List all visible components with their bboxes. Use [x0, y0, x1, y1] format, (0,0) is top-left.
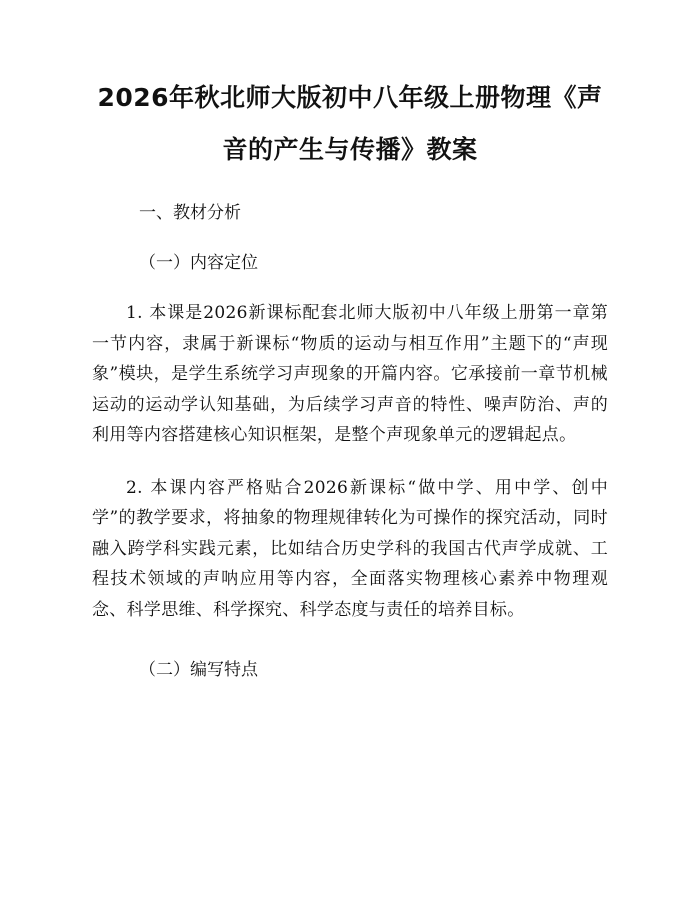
paragraph-2: 2. 本课内容严格贴合2026新课标“做中学、用中学、创中学”的教学要求，将抽象的物理规律转化为可操作的探究活动，同时融入跨学科实践元素，比如结合历史学科的我国古代声学成就、工程技术领域的声呐应用等内容，全面落实物理核心素养中物理观念、科学思维、科学探究、科学态度与责任的培养目标。 — [92, 477, 608, 620]
document-title — [92, 72, 608, 176]
subsection-heading-content-positioning: （一）内容定位 — [139, 253, 258, 273]
section-heading-textbook-analysis: 一、教材分析 — [139, 203, 241, 223]
subsection-heading-writing-features: （二）编写特点 — [139, 660, 258, 680]
title-line-1: 2026年秋北师大版初中八年级上册物理《声 — [97, 83, 603, 112]
title-line-2: 音的产生与传播》教案 — [222, 135, 478, 164]
paragraph-1: 1. 本课是2026新课标配套北师大版初中八年级上册第一章第一节内容，隶属于新课标“物质的运动与相互作用”主题下的“声现象”模块，是学生系统学习声现象的开篇内容。它承接前一章节机械运动的运动学认知基础，为后续学习声音的特性、噪声防治、声的利用等内容搭建核心知识框架，是整个声现象单元的逻辑起点。 — [92, 303, 608, 445]
